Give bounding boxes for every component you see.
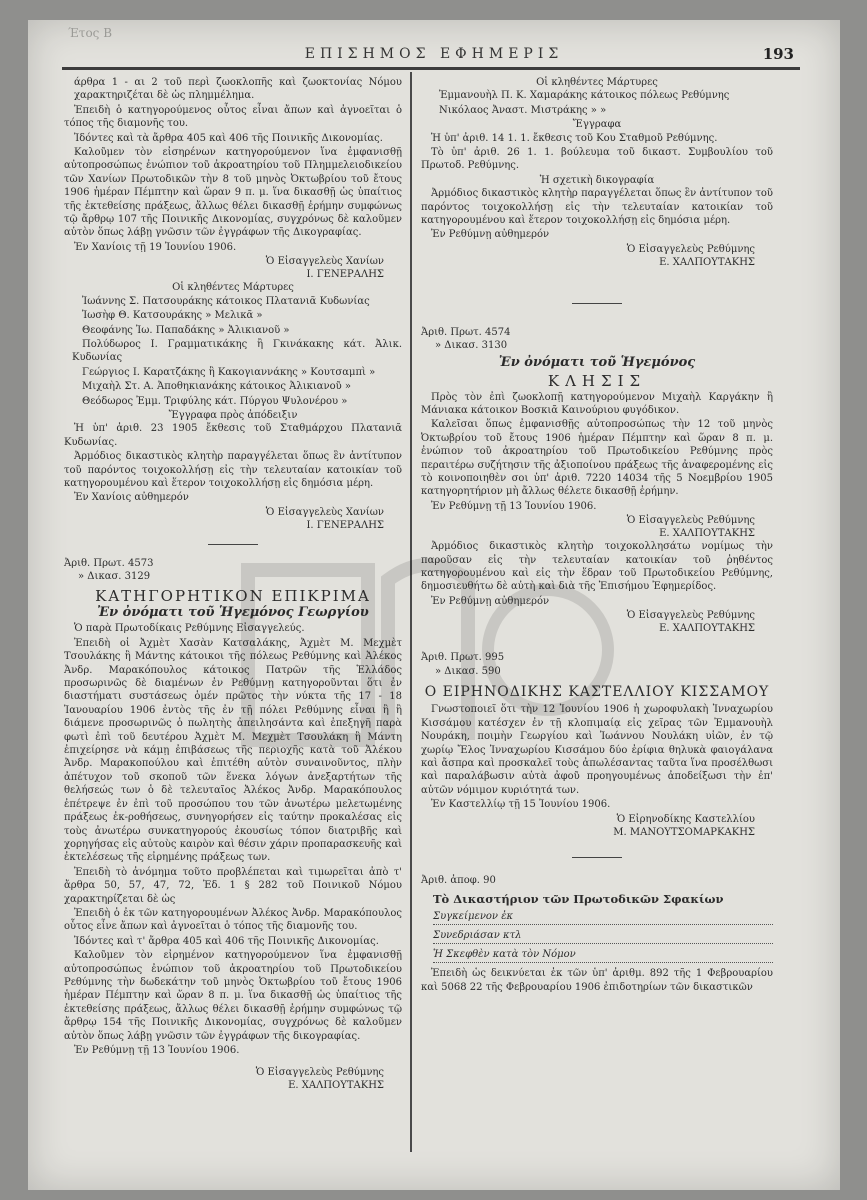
signature-name: Ι. ΓΕΝΕΡΑΛΗΣ	[306, 269, 384, 281]
paragraph: Ἐπειδὴ ὁ κατηγορούμενος οὗτος εἶναι ἄπων καὶ ἀγνοεῖται ὁ τόπος τῆς διαμονῆς του.	[64, 104, 402, 130]
dateline: Ἐν Ρεθύμνῃ αὐθημερόν	[431, 595, 550, 607]
paragraph: Καλεῖσαι ὅπως ἐμφανισθῇς αὐτοπροσώπως τὴν 12 τοῦ μηνὸς Ὀκτωβρίου τοῦ ἔτους 1906 ἡμέραν Πέμπτην καὶ ὥραν 8 π. μ. ἐνώπιον τοῦ ἀκροατηρίου τοῦ Πρωτοδικείου Ρεθύμνης πρὸς περαιτέρω συζήτησιν τῆς ἀξιοποίνου πράξεως τῆς ἀναφερομένης εἰς τὸ κοινοποιηθὲν σοι ὑπ' ἀριθ. 7220 14034 τῆς 5 Νοεμβρίου 1905 κατηγορητήριον μὴ ἄλλως θέλετε δικασθῇ ἐρήμην.	[421, 419, 773, 498]
dateline: Ἐν Χανίοις αὐθημερόν	[74, 492, 189, 504]
witness-entry: Θεόδωρος Ἐμμ. Τριφύλης κάτ. Πύργου Ψυλονέρου »	[82, 395, 348, 407]
paragraph: Γνωστοποιεῖ ὅτι τὴν 12 Ἰουνίου 1906 ἡ χωροφυλακὴ Ἰνναχωρίου Κισσάμου κατέσχεν ἐν τῇ κλοπιμαίᾳ εἰς χεῖρας τῶν Ἐμμανουὴλ Νουράκη, ποιμὴν Γεωργίου καὶ Ἰωάννου Νουλάκη υἱῶν, ἐν τῷ χωρίῳ Ἔλος Ἰνναχωρίου Κισσάμου δύο ἐρίφια θηλυκὰ φαιογάλανα καὶ ἄσπρα καὶ προσκαλεῖ τοὺς ἀπωλέσαντας ταῦτα ἵνα προσέλθωσι καὶ παραλάβωσιν αὐτὰ ἀφοῦ προηγουμένως ἀποδείξωσι τὴν ἐπ' αὐτῶν νόμιμον κυριότητά των.	[421, 704, 773, 796]
case-number: » Δικασ. 590	[435, 665, 501, 677]
paragraph: Καλοῦμεν τὸν εἰσηρένων κατηγορούμενον ἵνα ἐμφανισθῇ αὐτοπροσώπως ἐνώπιον τοῦ ἀκροατηρίου τοῦ Πλημμελειοδικείου τῶν Χανίων Πρωτοδικῶν τὴν 8 τοῦ μηνὸς Ὀκτωβρίου τοῦ ἔτους 1906 ἡμέραν Πέμπτην καὶ ὥραν 9 π. μ. ἵνα δικασθῇ ὡς ὑπαίτιος τῆς ἐκτεθείσης πράξεως, ἄλλως θέλει δικασθῇ ἐρήμην συμφώνως τῷ ἄρθρῳ 107 τῆς Ποινικῆς Δικονομίας, συγχρόνως δὲ καλοῦμεν αὐτὸν ὅπως λάβῃ γνῶσιν τῶν ἐγγράφων τῆς Δικογραφίας.	[64, 147, 402, 239]
signature-role: Ὁ Εἰσαγγελεὺς Ρεθύμνης	[255, 1067, 384, 1079]
dateline: Ἐν Καστελλίῳ τῇ 15 Ἰουνίου 1906.	[431, 799, 611, 811]
signature-role: Ὁ Εἰσαγγελεὺς Ρεθύμνης	[626, 243, 755, 255]
court-title: Τὸ Δικαστήριον τῶν Πρωτοδικῶν Σφακίων	[433, 892, 724, 907]
paragraph: Ἡ ὑπ' ἀριθ. 23 1905 ἔκθεσις τοῦ Σταθμάρχου Πλατανιᾶ Κυδωνίας.	[64, 423, 402, 448]
signature-name: Μ. ΜΑΝΟΥΤΣΟΜΑΡΚΑΚΗΣ	[613, 826, 755, 838]
paragraph: Ἐπειδὴ ὡς δεικνύεται ἐκ τῶν ὑπ' ἀριθμ. 892 τῆς 1 Φεβρουαρίου καὶ 5068 22 τῆς Φεβρουαρίου 1906 ἐπιδοτηρίων τῶν δικαστικῶν	[421, 968, 773, 993]
paragraph: άρθρα 1 - αι 2 τοῦ περὶ ζωοκλοπῆς καὶ ζωοκτονίας Νόμου χαρακτηριζέται δὲ ὡς πλημμέλημα.	[74, 77, 402, 102]
protocol-number: Ἀριθ. Πρωτ. 4574	[421, 326, 511, 338]
dateline: Ἐν Ρεθύμνῃ τῇ 13 Ἰουνίου 1906.	[74, 1045, 240, 1056]
decision-number: Ἀριθ. ἀποφ. 90	[421, 874, 496, 886]
protocol-number: Ἀριθ. Πρωτ. 995	[421, 652, 505, 664]
paragraph: Ἐπειδὴ οἱ Ἀχμὲτ Χασὰν Κατσαλάκης, Ἀχμὲτ Μ. Μεχμὲτ Τσουλάκης ἢ Μάντης κάτοικοι τῆς πόλεως Ρεθύμνης καὶ Ἀλέκος Ἀνδρ. Μαρακόπουλος κάτοικος Πατρῶν τῆς Ἑλλάδος προσωρινῶς δὲ διαμένων ἐν Ρεθύμνῃ κατηγοροῦνται ὅτι ἐν διαστήματι συστάσεως ὁμέν πρῶτος τὴν νύκτα τῆς 17 - 18 Ἰανουαρίου 1906 ἐντὸς τῆς ἐν τῇ πόλει Ρεθύμνης εἶναι ἢ ἢ διάμενε προσωρινῶς ὁ πωλητὴς ἀπειλησάντα καὶ ἐπεξηγῆ παρὰ φωτὶ ἐπὶ τοῦ δευτέρου Ἀχμὲτ Μ. Μεχμὲτ Τσουλάκη ἢ Μάντη ἐπιχείρησε νὰ κάμῃ ἐπιβάσεως τῆς περιοχῆς κατὰ τοῦ Ἀλέκου Ἀνδρ. Μαρακοπούλου καὶ ἐπιτέθη αὐτὸν συναινοῦντος, πλὴν ἀπέτυχον τοῦ σκοποῦ τῶν ἕνεκα λόγων ἀνεξαρτήτων τῆς θελήσεώς των ὁ δὲ τελευταῖος Ἀλέκος Ἀνδρ. Μαρακόπουλος ἐπέτρεψε ἐν ἐπὶ τοῦ προσώπου του τῶν ἀνωτέρω μελετωμένης πράξεως ἐκ-ροθήσεως, συνηγορήσεν εἰς ταύτην προκαλέσας εἰς τοὺς ἀνωτέρω συνκατηγορούς ἐκουσίως τόπον διατριβῆς καὶ χορηγήσας εἰς αὐτοὺς καιρὸν καὶ θέσιν χάριν προπαρασκευῆς καὶ ἐκτελέσεως τῆς εἰρημένης πράξεως των.	[64, 637, 402, 864]
section-subtitle: Ἐν ὀνόματι τοῦ Ἡγεμόνος	[498, 354, 696, 370]
form-label: Συγκείμενον ἐκ	[433, 911, 517, 922]
paragraph: Ὁ παρὰ Πρωτοδίκαις Ρεθύμνης Εἰσαγγελεύς.	[74, 623, 305, 635]
witness-entry: Νικόλαος Ἀναστ. Μιστράκης » »	[439, 104, 607, 116]
witness-entry: Μιχαὴλ Στ. Α. Ἀποθηκιανάκης κάτοικος Ἀλικιανοῦ »	[82, 381, 352, 393]
record-heading: Ἡ σχετικὴ δικογραφία	[539, 174, 655, 186]
page-number: 193	[762, 45, 794, 63]
signature-name: Ε. ΧΑΛΠΟΥΤΑΚΗΣ	[659, 256, 755, 268]
form-label: Συνεδριάσαν κτλ	[433, 930, 525, 941]
paragraph: Καλοῦμεν τὸν εἰρημένον κατηγορούμενον ἵνα ἐμφανισθῇ αὐτοπροσώπως ἐνώπιον τοῦ ἀκροατηρίου τοῦ Πρωτοδικείου Ρεθύμνης τὴν δωδεκάτην τοῦ μηνὸς Ὀκτωβρίου τοῦ ἔτους 1906 ἡμέραν Πέμπτην καὶ ὥραν 8 π. μ. ἵνα δικασθῇ ὡς ὑπαίτιος τῆς ἐκτεθείσης πράξεως, ἄλλως θέλει δικασθῇ ἐρήμην συμφώνως τῷ ἄρθρῳ 154 τῆς Ποινικῆς Δικονομίας, συγχρόνως δὲ καλοῦμεν αὐτὸν ὅπως λάβῃ γνῶσιν τῶν ἐγγράφων τῆς δικογραφίας.	[64, 950, 402, 1042]
section-rule	[572, 857, 622, 858]
signature-name: Ε. ΧΑΛΠΟΥΤΑΚΗΣ	[659, 528, 755, 540]
dateline: Ἐν Ρεθύμνῃ τῇ 13 Ἰουνίου 1906.	[431, 500, 597, 512]
year-label: Έτος Β	[68, 26, 113, 40]
form-line	[433, 929, 773, 944]
paragraph: Ἐπειδὴ τὸ ἀνόμημα τοῦτο προβλέπεται καὶ τιμωρεῖται ἀπὸ τ' ἄρθρα 50, 57, 47, 72, Ἐδ. 1 § 282 τοῦ Ποινικοῦ Νόμου χαρακτηρίζεται δὲ ὡς	[64, 866, 402, 905]
case-number: » Δικασ. 3129	[78, 571, 151, 583]
paragraph: Ἐπειδὴ ὁ ἐκ τῶν κατηγορουμένων Ἀλέκος Ἀνδρ. Μαρακόπουλος οὗτος εἶνε ἄπων καὶ ἀγνοεῖται ὁ τόπος τῆς διαμονῆς του.	[64, 907, 402, 933]
protocol-number: Ἀριθ. Πρωτ. 4573	[64, 557, 154, 569]
right-column	[421, 76, 773, 995]
signature-name: Ι. ΓΕΝΕΡΑΛΗΣ	[306, 519, 384, 531]
documents-heading: Ἔγγραφα πρὸς ἀπόδειξιν	[168, 409, 298, 421]
dateline: Ἐν Χανίοις τῇ 19 Ἰουνίου 1906.	[74, 241, 237, 253]
signature-role: Ὁ Εἰσαγγελεὺς Χανίων	[265, 506, 384, 518]
witness-entry: Θεοφάνης Ἰω. Παπαδάκης » Ἀλικιανοῦ »	[82, 324, 290, 336]
signature-role: Ὁ Εἰρηνοδίκης Καστελλίου	[616, 813, 755, 825]
signature-role: Ὁ Εἰσαγγελεὺς Χανίων	[265, 256, 384, 268]
witness-entry: Γεώργιος Ι. Καρατζάκης ἢ Κακογιαννάκης » Κουτσαμπὶ »	[82, 366, 376, 378]
paragraph: Τὸ ὑπ' ἀριθ. 26 1. 1. βούλευμα τοῦ δικαστ. Συμβουλίου τοῦ Πρωτοδ. Ρεθύμνης.	[421, 147, 773, 172]
paragraph: Ἰδόντες καὶ τὰ ἄρθρα 405 καὶ 406 τῆς Ποινικῆς Δικονομίας.	[74, 132, 383, 144]
form-label: Ἡ Σκεφθὲν κατὰ τὸν Νόμον	[433, 949, 580, 960]
form-line	[433, 948, 773, 963]
section-rule	[572, 303, 622, 304]
documents-heading: Ἔγγραφα	[572, 119, 622, 131]
witness-entry: Ἰωσὴφ Θ. Κατσουράκης » Μελικᾶ »	[82, 310, 263, 322]
paragraph: Ἀρμόδιος δικαστικὸς κλητὴρ τοιχοκολλησάτω νομίμως τὴν παροῦσαν εἰς τὴν τελευταίαν κατοικίαν τοῦ ῥηθέντος κατηγορουμένου καὶ εἰς τὴν ἕδραν τοῦ Πρωτοδικείου Ρεθύμνης, δημοσιευθήτω δὲ αὐτὴ καὶ διὰ τῆς Ἐπισήμου Ἐφημερίδος.	[421, 541, 773, 593]
paragraph: Ἀρμόδιος δικαστικὸς κλητὴρ παραγγέλεται ὅπως ἓν ἀντίτυπον τοῦ παρόντος τοιχοκολλήσῃ εἰς τὴν τελευταίαν κατοικίαν τοῦ κατηγορουμένου καὶ ἕτερον τοιχοκολλήσῃ εἰς δημόσια μέρη.	[64, 451, 402, 489]
witnesses-heading: Οἱ κληθέντες Μάρτυρες	[536, 77, 658, 88]
paragraph: Ἡ ὑπ' ἀριθ. 14 1. 1. ἔκθεσις τοῦ Κου Σταθμοῦ Ρεθύμνης.	[431, 132, 718, 144]
signature-name: Ε. ΧΑΛΠΟΥΤΑΚΗΣ	[288, 1080, 384, 1092]
case-number: » Δικασ. 3130	[435, 340, 508, 352]
section-rule	[208, 544, 258, 545]
section-banner: Ο ΕΙΡΗΝΟΔΙΚΗΣ ΚΑΣΤΕΛΛΙΟΥ ΚΙΣΣΑΜΟΥ	[424, 684, 770, 700]
section-title: ΚΑΤΗΓΟΡΗΤΙΚΟΝ ΕΠΙΚΡΙΜΑ	[95, 586, 371, 605]
header-rule	[62, 67, 800, 70]
paragraph: Ἰδόντες καὶ τ' ἄρθρα 405 καὶ 406 τῆς Ποινικῆς Δικονομίας.	[74, 935, 379, 947]
signature-role: Ὁ Εἰσαγγελεὺς Ρεθύμνης	[626, 610, 755, 622]
signature-role: Ὁ Εἰσαγγελεὺς Ρεθύμνης	[626, 515, 755, 527]
form-line	[433, 910, 773, 925]
section-title: ΚΛΗΣΙΣ	[547, 372, 647, 391]
witnesses-heading: Οἱ κληθέντες Μάρτυρες	[172, 282, 294, 294]
paragraph: Πρὸς τὸν ἐπὶ ζωοκλοπῇ κατηγορούμενον Μιχαὴλ Καργάκην ἢ Μάνιακα κάτοικον Βοσκιᾶ Καινούριου φυγόδικον.	[421, 391, 773, 416]
left-column	[64, 76, 402, 1092]
newspaper-page	[28, 20, 840, 1190]
witness-entry: Ἐμμανουὴλ Π. Κ. Χαμαράκης κάτοικος πόλεως Ρεθύμνης	[439, 90, 730, 102]
witness-entry: Ἰωάννης Σ. Πατσουράκης κάτοικος Πλατανιᾶ Κυδωνίας	[82, 295, 370, 307]
paragraph: Ἀρμόδιος δικαστικὸς κλητὴρ παραγγέλεται ὅπως ἓν ἀντίτυπον τοῦ παρόντος τοιχοκολλήσῃ εἰς τὴν τελευταίαν κατοικίαν τοῦ κατηγορουμένου καὶ ἕτερον τοιχοκολλήσῃ εἰς δημόσια μέρη.	[421, 188, 773, 227]
page-title: ΕΠΙΣΗΜΟΣ ΕΦΗΜΕΡΙΣ	[304, 46, 564, 62]
section-subtitle: Ἐν ὀνόματι τοῦ Ἡγεμόνος Γεωργίου	[97, 605, 369, 620]
signature-name: Ε. ΧΑΛΠΟΥΤΑΚΗΣ	[659, 623, 755, 635]
dateline: Ἐν Ρεθύμνῃ αὐθημερόν	[431, 229, 550, 241]
witness-entry: Πολύδωρος Ι. Γραμματικάκης ἢ Γκινάκακης κάτ. Ἀλικ. Κυδωνίας	[72, 338, 402, 364]
